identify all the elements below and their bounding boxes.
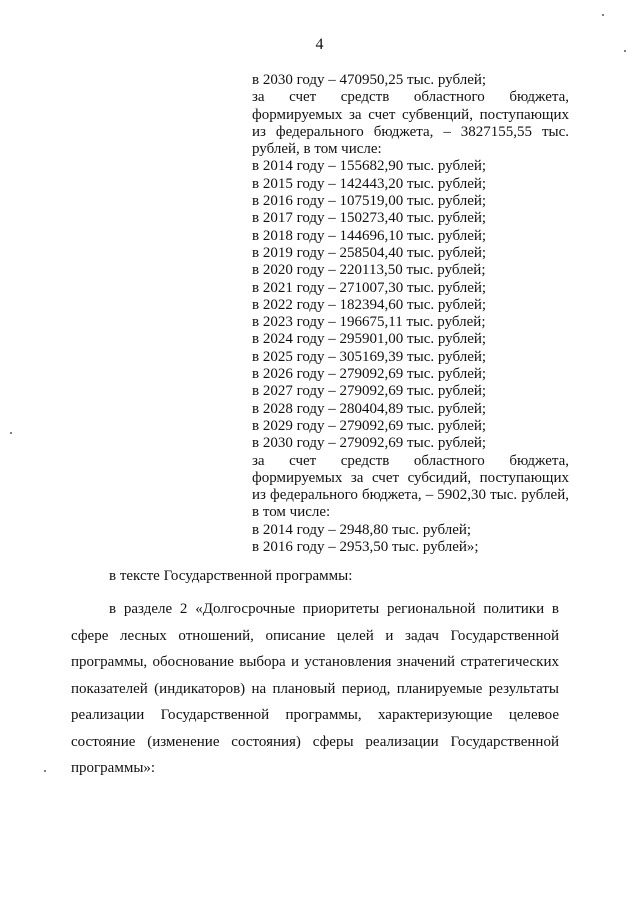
budget-line: в 2028 году – 280404,89 тыс. рублей; (252, 400, 487, 417)
budget-line: в 2014 году – 2948,80 тыс. рублей; (252, 521, 472, 538)
budget-line: из федерального бюджета, – 3827155,55 тыс. (252, 123, 569, 140)
budget-line: в 2015 году – 142443,20 тыс. рублей; (252, 175, 487, 192)
budget-line: в 2016 году – 2953,50 тыс. рублей»; (252, 539, 479, 556)
budget-line: в 2019 году – 258504,40 тыс. рублей; (252, 244, 487, 261)
budget-line: в 2022 году – 182394,60 тыс. рублей; (252, 296, 487, 313)
budget-line: в том числе: (252, 504, 331, 521)
budget-line: в 2025 году – 305169,39 тыс. рублей; (252, 348, 487, 365)
paragraph-in-text-of-program: в тексте Государственной программы: (109, 568, 353, 584)
scan-speck (624, 50, 626, 52)
budget-line: формируемых за счет субсидий, поступающих (252, 469, 569, 486)
budget-line: в 2023 году – 196675,11 тыс. рублей; (252, 314, 486, 331)
paragraph-section-2: в разделе 2 «Долгосрочные приоритеты региональной политики в сфере лесных отношений, описание целей и задач Государственной программы, обоснование выбора и установления значений стратегических показателей (индикаторов) на плановый период, планируемые результаты реализации Государственной программы, характеризующие целевое состояние (изменение состояния) сферы реализации Государственной программы»: (71, 601, 559, 776)
page-number: 4 (315, 36, 324, 53)
budget-line: за счет средств областного бюджета, (252, 89, 569, 106)
budget-line: в 2024 году – 295901,00 тыс. рублей; (252, 331, 487, 348)
budget-line: в 2029 году – 279092,69 тыс. рублей; (252, 417, 487, 434)
budget-line: формируемых за счет субвенций, поступающих (252, 106, 569, 123)
budget-line: в 2017 году – 150273,40 тыс. рублей; (252, 210, 487, 227)
budget-line: рублей, в том числе: (252, 141, 382, 158)
scan-speck (602, 14, 604, 16)
budget-line: в 2016 году – 107519,00 тыс. рублей; (252, 193, 487, 210)
budget-line: в 2020 году – 220113,50 тыс. рублей; (252, 262, 486, 279)
budget-line: в 2030 году – 470950,25 тыс. рублей; (252, 72, 487, 88)
budget-block (252, 72, 569, 556)
budget-line: в 2018 году – 144696,10 тыс. рублей; (252, 227, 487, 244)
scan-speck (44, 770, 46, 772)
budget-line: в 2026 году – 279092,69 тыс. рублей; (252, 366, 487, 383)
budget-line: в 2021 году – 271007,30 тыс. рублей; (252, 279, 487, 296)
budget-line: в 2014 году – 155682,90 тыс. рублей; (252, 158, 487, 175)
budget-line: в 2027 году – 279092,69 тыс. рублей; (252, 383, 487, 400)
budget-line: за счет средств областного бюджета, (252, 452, 569, 469)
scan-speck (10, 432, 12, 434)
budget-line: из федерального бюджета, – 5902,30 тыс. рублей, (252, 487, 569, 504)
budget-line: в 2030 году – 279092,69 тыс. рублей; (252, 435, 487, 452)
